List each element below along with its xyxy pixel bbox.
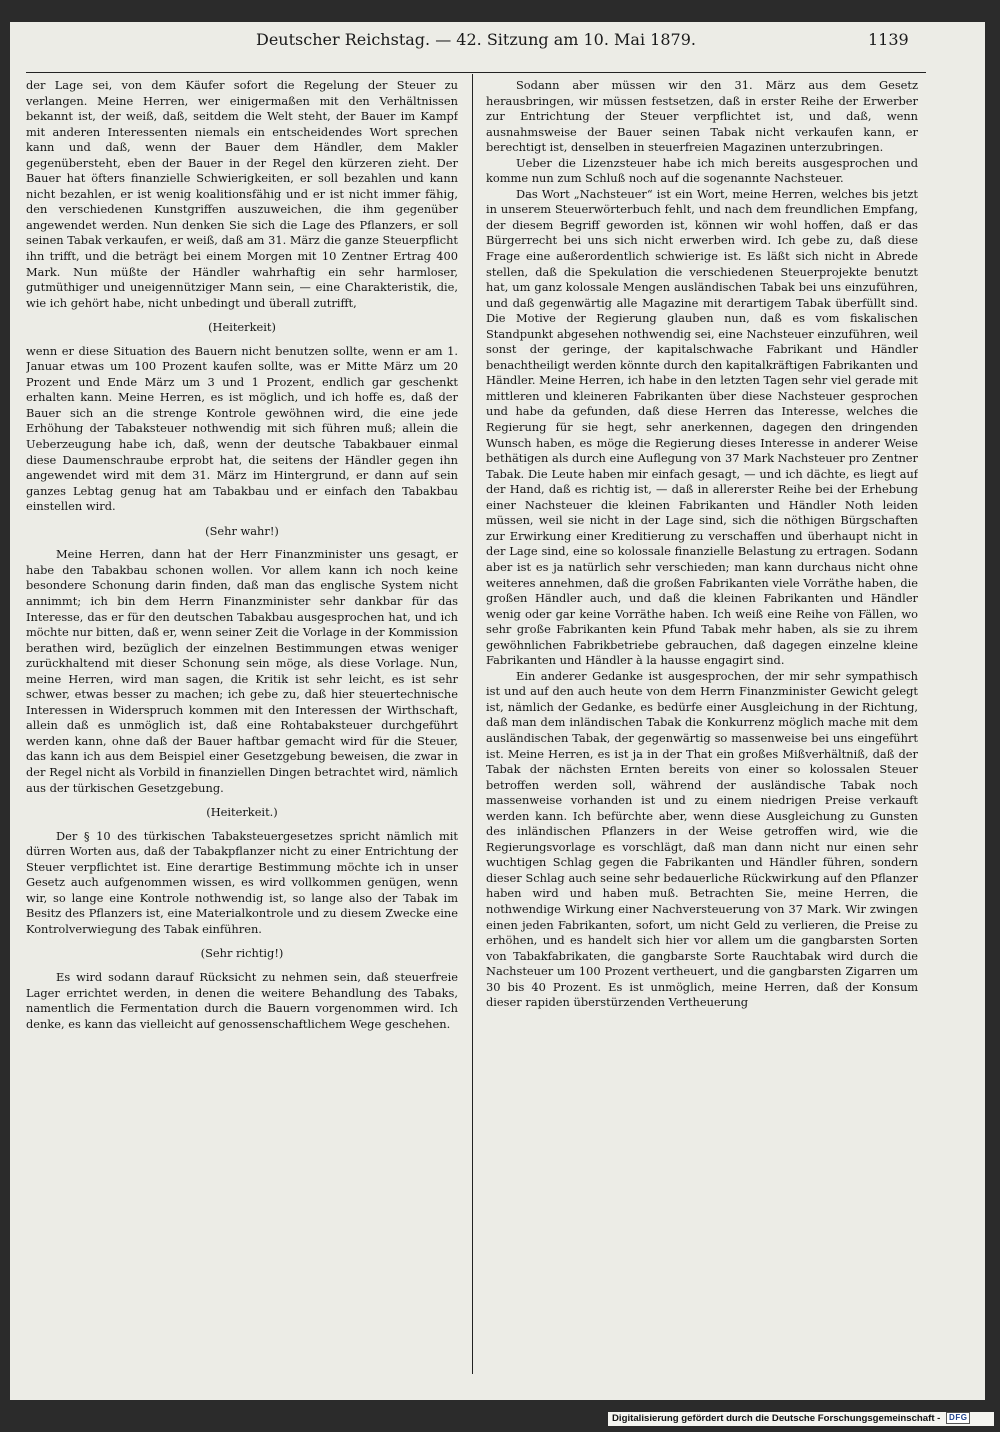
- paragraph: Es wird sodann darauf Rücksicht zu nehmen sein, daß steuerfreie Lager errichtet werden, in denen die weitere Behandlung des Tabaks, namentlich die Fermentation durch die Bauern vorgenommen wird. Ich denke, es kann das vielleicht auf genossenschaftlichem Wege geschehen.: [26, 969, 458, 1031]
- paragraph: wenn er diese Situation des Bauern nicht benutzen sollte, wenn er am 1. Januar etwas um 100 Prozent kaufen sollte, was er Mitte März um 20 Prozent und Ende März um 3 und 1 Prozent, endlich gar geschenkt erhalten kann. Meine Herren, es ist möglich, und ich hoffe es, daß der Bauer sich an die strenge Kontrole gewöhnen wird, die eine jede Erhöhung der Tabaksteuer nothwendig mit sich führen muß; allein die Ueberzeugung habe ich, daß, wenn der deutsche Tabakbauer einmal diese Daumenschraube erprobt hat, die seitens der Händler gegen ihn angewendet wird mit dem 31. März im Hintergrund, er dann auf sein ganzes Lebtag genug hat am Tabakbau und er einfach den Tabakbau einstellen wird.: [26, 343, 458, 514]
- paragraph: Meine Herren, dann hat der Herr Finanzminister uns gesagt, er habe den Tabakbau schonen wollen. Vor allem kann ich noch keine besondere Schonung darin finden, daß man das englische System nicht annimmt; ich bin dem Herrn Finanzminister sehr dankbar für das Interesse, das er für den deutschen Tabakbau ausgesprochen hat, und ich möchte nur bitten, daß er, wenn seiner Zeit die Vorlage in der Kommission berathen wird, bezüglich der einzelnen Bestimmungen etwas weniger zurückhaltend mit dieser Schonung sein möge, als diese Vorlage. Nun, meine Herren, wird man sagen, die Kritik ist sehr leicht, es ist sehr schwer, etwas besser zu machen; ich gebe zu, daß hier steuertechnische Interessen in Widerspruch kommen mit den Interessen der Wirthschaft, allein daß es unmöglich ist, daß eine Rohtabaksteuer durchgeführt werden kann, ohne daß der Bauer haftbar gemacht wird für die Steuer, das kann ich aus dem Beispiel einer Gesetzgebung beweisen, die zwar in der Regel nicht als Vorbild in finanziellen Dingen betrachtet wird, nämlich aus der türkischen Gesetzgebung.: [26, 547, 458, 795]
- document-page: [10, 22, 985, 1400]
- digitization-credit: [608, 1412, 994, 1426]
- left-column: [26, 78, 458, 1378]
- interjection-remark: (Heiterkeit): [208, 320, 276, 335]
- column-divider: [472, 74, 473, 1374]
- paragraph: Ueber die Lizenzsteuer habe ich mich bereits ausgesprochen und komme nun zum Schluß noch auf die sogenannte Nachsteuer.: [486, 155, 918, 186]
- right-column: [486, 78, 918, 1378]
- paragraph: Ein anderer Gedanke ist ausgesprochen, der mir sehr sympathisch ist und auf den auch heute von dem Herrn Finanzminister Gewicht gelegt ist, nämlich der Gedanke, es bedürfe einer Ausgleichung in der Richtung, daß man dem inländischen Tabak die Konkurrenz möglich mache mit dem ausländischen Tabak, der gegenwärtig so massenweise bei uns eingeführt ist. Meine Herren, es ist ja in der That ein großes Mißverhältniß, daß der Tabak der nächsten Ernten bereits von einer so kolossalen Steuer betroffen werden soll, während der ausländische Tabak noch massenweise vorhanden ist und zu einem niedrigen Preise verkauft werden kann. Ich befürchte aber, wenn diese Ausgleichung zu Gunsten des inländischen Pflanzers in der Weise getroffen wird, wie die Regierungsvorlage es vorschlägt, daß man dann nicht nur einen sehr wuchtigen Schlag gegen die Fabrikanten und Händler führen, sondern dieser Schlag auch seine sehr bedauerliche Rückwirkung auf den Pflanzer haben wird und haben muß. Betrachten Sie, meine Herren, die nothwendige Wirkung einer Nachversteuerung von 37 Mark. Wir zwingen einen jeden Fabrikanten, sofort, um nicht Geld zu verlieren, die Preise zu erhöhen, und es handelt sich hier vor allem um die gangbarsten Sorten von Tabakfabrikaten, die gangbarste Sorte Rauchtabak wird durch die Nachsteuer um 100 Prozent vertheuert, und die gangbarsten Zigarren um 30 bis 40 Prozent. Es ist unmöglich, meine Herren, daß der Konsum dieser rapiden überstürzenden Vertheuerung: [486, 668, 918, 1010]
- interjection-remark: (Heiterkeit.): [206, 805, 278, 820]
- dfg-logo-icon: DFG: [946, 1412, 970, 1424]
- paragraph: der Lage sei, von dem Käufer sofort die Regelung der Steuer zu verlangen. Meine Herren, wer einigermaßen mit den Verhältnissen bekannt ist, der weiß, daß, seitdem die Welt steht, der Bauer im Kampf mit anderen Interessenten niemals ein entscheidendes Wort sprechen kann und daß, wenn der Bauer dem Händler, dem Makler gegenübersteht, eben der Bauer in der Regel den kürzeren zieht. Der Bauer hat öfters finanzielle Schwierigkeiten, er soll bezahlen und kann nicht bezahlen, er ist wenig koalitionsfähig und er ist nicht immer fähig, den verschiedenen Kunstgriffen auszuweichen, die ihm gegenüber angewendet werden. Nun denken Sie sich die Lage des Pflanzers, er soll seinen Tabak verkaufen, er weiß, daß am 31. März die ganze Steuerpflicht ihn trifft, und die beträgt bei einem Morgen mit 10 Zentner Ertrag 400 Mark. Nun müßte der Händler wahrhaftig ein sehr harmloser, gutmüthiger und uneigennütziger Mann sein, — eine Charakteristik, die, wie ich gehört habe, nicht unbedingt und überall zutrifft,: [26, 78, 458, 310]
- header-rule: [26, 72, 926, 73]
- footer-text: Digitalisierung gefördert durch die Deutsche Forschungsgemeinschaft -: [612, 1413, 941, 1424]
- interjection-remark: (Sehr richtig!): [200, 946, 284, 961]
- paragraph: Das Wort „Nachsteuer“ ist ein Wort, meine Herren, welches bis jetzt in unserem Steuerwörterbuch fehlt, und nach dem freundlichen Empfang, der diesem Begriff geworden ist, können wir wohl hoffen, daß er das Bürgerrecht bei uns sich nicht erwerben wird. Ich gebe zu, daß diese Frage eine außerordentlich schwierige ist. Es läßt sich nicht in Abrede stellen, daß die Spekulation die verschiedenen Steuerprojekte benutzt hat, um ganz kolossale Mengen ausländischen Tabak bei uns einzuführen, und daß gegenwärtig alle Magazine mit derartigem Tabak überfüllt sind. Die Motive der Regierung glauben nun, daß es vom fiskalischen Standpunkt abgesehen nothwendig sei, eine Nachsteuer einzuführen, weil sonst der geringe, der kapitalschwache Fabrikant und Händler benachtheiligt werden könnte durch den kapitalkräftigen Fabrikanten und Händler. Meine Herren, ich habe in den letzten Tagen sehr viel gerade mit mittleren und kleineren Fabrikanten über diese Nachsteuer gesprochen und habe da gefunden, daß diese Herren das Interesse, welches die Regierung für sie hegt, sehr anerkennen, dagegen den dringenden Wunsch haben, es möge die Regierung dieses Interesse in anderer Weise bethätigen als durch eine Auflegung von 37 Mark Nachsteuer pro Zentner Tabak. Die Leute haben mir einfach gesagt, — und ich dächte, es liegt auf der Hand, daß es richtig ist, — daß in allererster Reihe bei der Erhebung einer Nachsteuer die kleinen Fabrikanten und Händler Noth leiden müssen, weil sie nicht in der Lage sind, sich die nöthigen Bürgschaften zur Erwirkung einer Kreditierung zu verschaffen und überhaupt nicht in der Lage sind, eine so kolossale finanzielle Belastung zu ertragen. Sodann aber ist es ja natürlich sehr verschieden; man kann durchaus nicht ohne weiteres annehmen, daß die großen Fabrikanten viele Vorräthe haben, die großen Händler auch, und daß die kleinen Fabrikanten und Händler wenig oder gar keine Vorräthe haben. Ich weiß eine Reihe von Fällen, wo sehr große Fabrikanten kein Pfund Tabak mehr haben, als sie zu ihrem gewöhnlichen Fabrikbetriebe gebrauchen, daß dagegen einzelne kleine Fabrikanten und Händler à la hausse engagirt sind.: [486, 186, 918, 668]
- interjection-remark: (Sehr wahr!): [205, 523, 279, 538]
- paragraph: Sodann aber müssen wir den 31. März aus dem Gesetz herausbringen, wir müssen festsetzen, daß in erster Reihe der Erwerber zur Entrichtung der Steuer verpflichtet ist, und daß, wenn ausnahmsweise der Bauer seinen Tabak nicht verkaufen kann, er berechtigt ist, denselben in steuerfreien Magazinen unterzubringen.: [486, 78, 918, 155]
- page-header: [10, 28, 985, 54]
- paragraph: Der § 10 des türkischen Tabaksteuergesetzes spricht nämlich mit dürren Worten aus, daß der Tabakpflanzer nicht zu einer Entrichtung der Steuer verpflichtet ist. Eine derartige Bestimmung möchte ich in unser Gesetz auch aufgenommen wissen, es wird vollkommen genügen, wenn wir, so lange eine Kontrole nothwendig ist, so lange also der Tabak im Besitz des Pflanzers ist, eine Materialkontrole und zu diesem Zwecke eine Kontrolverwiegung des Tabak einführen.: [26, 828, 458, 936]
- page-number: 1139: [868, 30, 909, 49]
- header-title: Deutscher Reichstag. — 42. Sitzung am 10. Mai 1879.: [256, 30, 696, 49]
